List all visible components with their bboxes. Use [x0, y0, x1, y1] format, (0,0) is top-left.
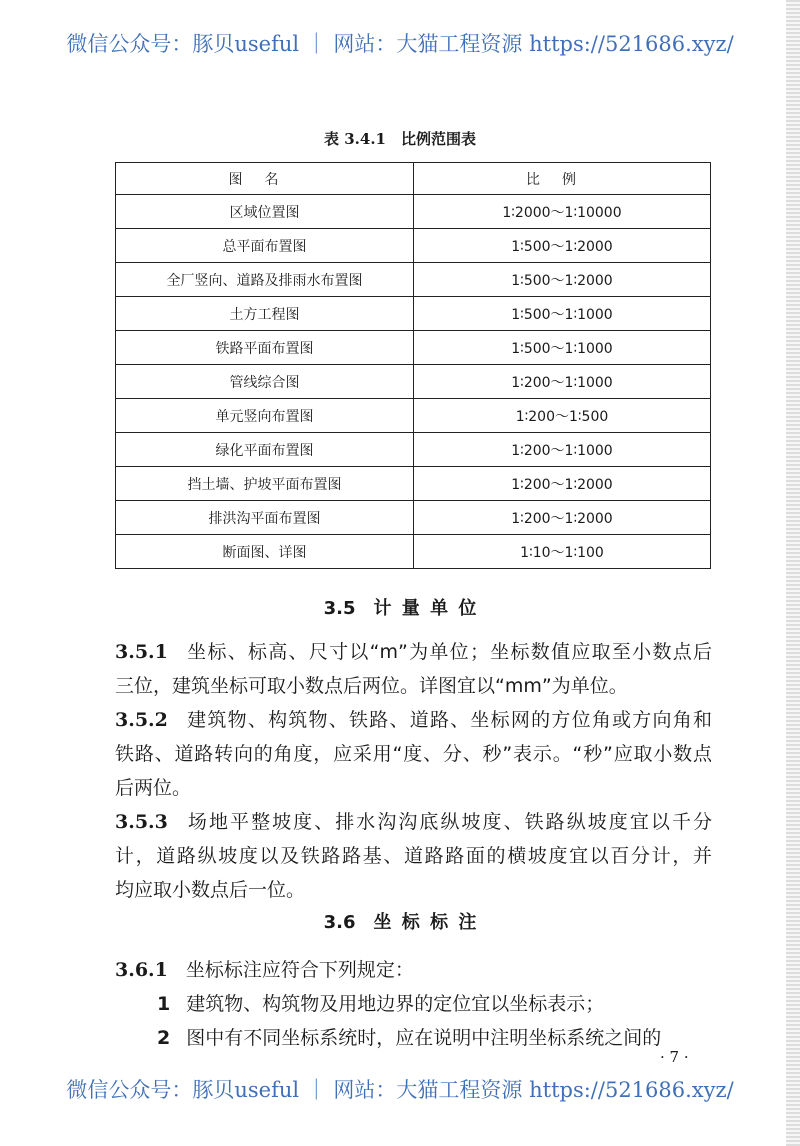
scale-cell: 1∶200～1∶1000 [414, 365, 711, 399]
drawing-name-cell: 管线综合图 [116, 365, 414, 399]
scale-cell: 1∶500～1∶1000 [414, 297, 711, 331]
clause-text: 场地平整坡度、排水沟沟底纵坡度、铁路纵坡度宜以千分 [185, 811, 712, 833]
scale-cell: 1∶500～1∶2000 [414, 229, 711, 263]
drawing-name-cell: 单元竖向布置图 [116, 399, 414, 433]
clause-number: 3.5.3 [115, 811, 168, 833]
table-caption: 表 3.4.1 比例范围表 [324, 130, 476, 148]
table-header-name: 图名 [116, 163, 414, 195]
table-row [116, 399, 711, 433]
list-item [115, 987, 712, 1021]
scale-cell: 1∶200～1∶2000 [414, 467, 711, 501]
section-heading-3-6: 3.6 坐 标 标 注 [323, 912, 477, 933]
clause-number: 3.5.1 [115, 641, 168, 663]
watermark-header: 微信公众号：豚贝useful ｜ 网站：大猫工程资源 https://521686.xyz/ [66, 32, 734, 56]
item-number: 2 [157, 1027, 171, 1049]
scale-cell: 1∶200～1∶1000 [414, 433, 711, 467]
clause-text: 计，道路纵坡度以及铁路路基、道路路面的横坡度宜以百分计，并 [115, 845, 712, 867]
drawing-name-cell: 区域位置图 [116, 195, 414, 229]
scale-cell: 1∶500～1∶2000 [414, 263, 711, 297]
clause-text: 铁路、道路转向的角度，应采用“度、分、秒”表示。“秒”应取小数点 [115, 743, 712, 765]
clause-number: 3.6.1 [115, 959, 168, 981]
page-edge [786, 0, 800, 1146]
table-row [116, 263, 711, 297]
item-text: 图中有不同坐标系统时，应在说明中注明坐标系统之间的 [186, 1027, 662, 1049]
table-row [116, 331, 711, 365]
table-row [116, 365, 711, 399]
item-text: 建筑物、构筑物及用地边界的定位宜以坐标表示； [186, 993, 605, 1015]
scale-cell: 1∶200～1∶2000 [414, 501, 711, 535]
clause-3-6-1 [115, 953, 712, 1055]
drawing-name-cell: 挡土墙、护坡平面布置图 [116, 467, 414, 501]
drawing-name-cell: 总平面布置图 [116, 229, 414, 263]
table-header-scale: 比例 [414, 163, 711, 195]
scale-cell: 1∶10～1∶100 [414, 535, 711, 569]
table-row [116, 467, 711, 501]
drawing-name-cell: 绿化平面布置图 [116, 433, 414, 467]
table-row [116, 433, 711, 467]
scale-range-table [115, 162, 711, 569]
watermark-footer: 微信公众号：豚贝useful ｜ 网站：大猫工程资源 https://521686.xyz/ [66, 1078, 734, 1102]
drawing-name-cell: 断面图、详图 [116, 535, 414, 569]
table-row [116, 501, 711, 535]
clause-text: 建筑物、构筑物、铁路、道路、坐标网的方位角或方向角和 [185, 709, 712, 731]
table-row [116, 229, 711, 263]
table-row [116, 535, 711, 569]
scale-cell: 1∶500～1∶1000 [414, 331, 711, 365]
drawing-name-cell: 排洪沟平面布置图 [116, 501, 414, 535]
clause-number: 3.5.2 [115, 709, 168, 731]
drawing-name-cell: 土方工程图 [116, 297, 414, 331]
item-number: 1 [157, 993, 171, 1015]
scale-cell: 1∶2000～1∶10000 [414, 195, 711, 229]
drawing-name-cell: 铁路平面布置图 [116, 331, 414, 365]
section-heading-3-5: 3.5 计 量 单 位 [323, 598, 477, 619]
list-item [115, 1021, 712, 1055]
clause-text: 坐标标注应符合下列规定： [185, 959, 414, 981]
clause-3-5-3 [115, 805, 712, 907]
scale-cell: 1∶200～1∶500 [414, 399, 711, 433]
clause-text: 坐标、标高、尺寸以“m”为单位；坐标数值应取至小数点后 [185, 641, 712, 663]
table-row [116, 297, 711, 331]
clause-text: 三位，建筑坐标可取小数点后两位。详图宜以“mm”为单位。 [115, 675, 628, 697]
clause-text: 均应取小数点后一位。 [115, 879, 306, 901]
clause-3-5-2 [115, 703, 712, 805]
page-number: · 7 · [660, 1048, 689, 1066]
clause-3-5-1 [115, 635, 712, 703]
table-row [116, 195, 711, 229]
clause-text: 后两位。 [115, 777, 192, 799]
drawing-name-cell: 全厂竖向、道路及排雨水布置图 [116, 263, 414, 297]
